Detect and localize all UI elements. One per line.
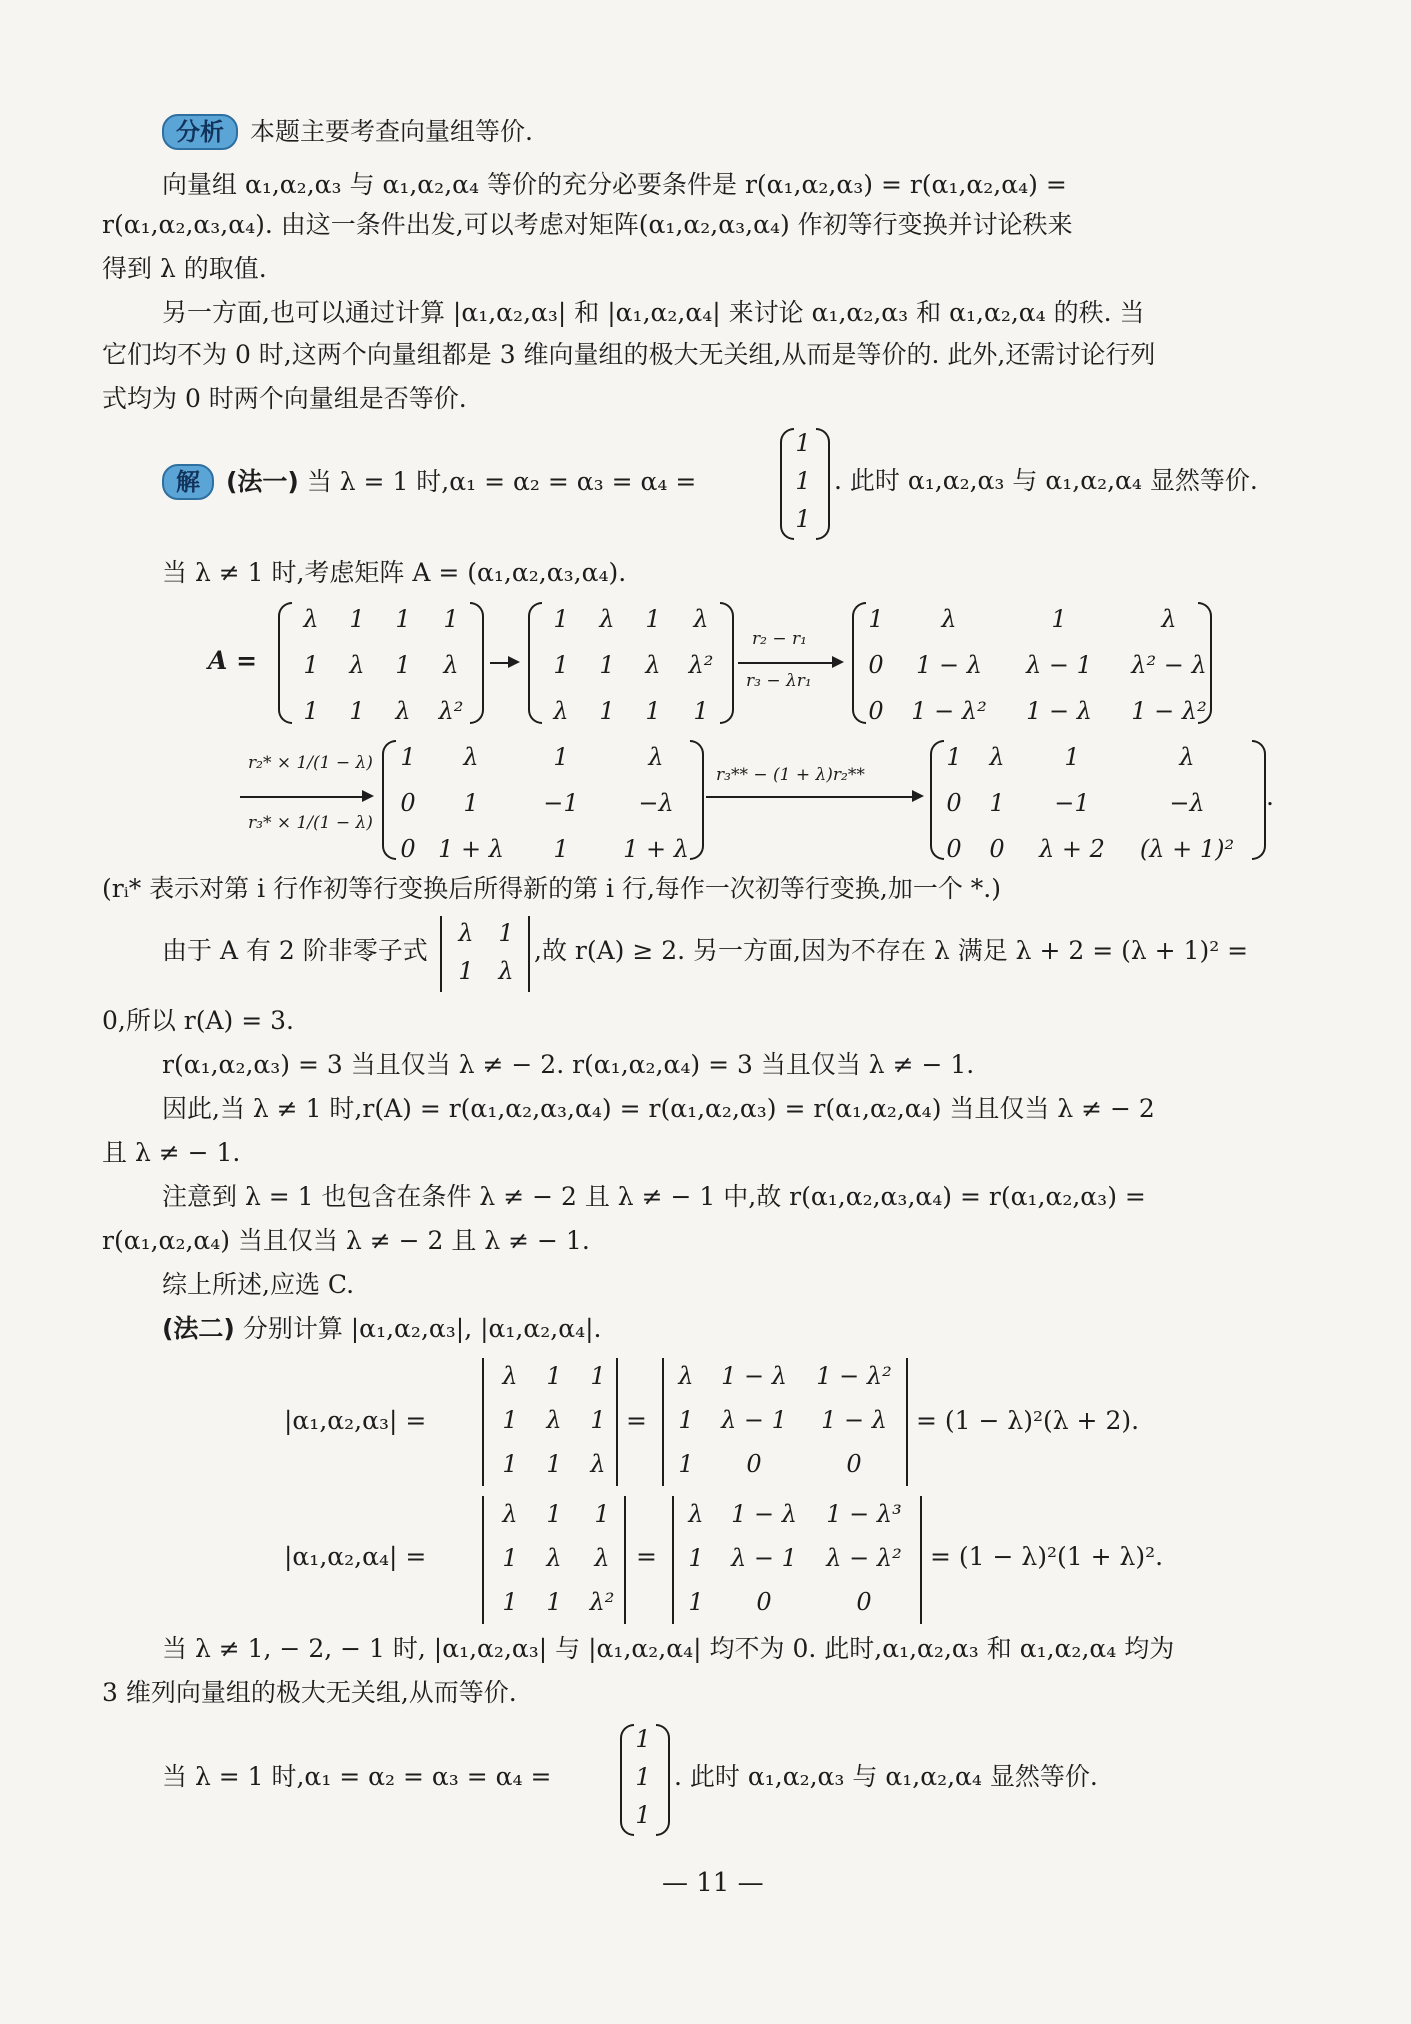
arrow-1 xyxy=(490,662,510,664)
matrix-A-label: A = xyxy=(208,646,258,675)
matrix-entry: 1 xyxy=(599,651,615,679)
method2-heading xyxy=(162,1312,602,1346)
det2-result: = (1 − λ)²(1 + λ)². xyxy=(930,1542,1164,1571)
det1b-right-bar xyxy=(906,1358,908,1486)
matrix-entry: 1 xyxy=(693,697,709,725)
matrix-entry: 1 xyxy=(502,1450,518,1478)
matrix-entry: 1 xyxy=(599,697,615,725)
det2-eq: = xyxy=(636,1542,657,1571)
matrix-entry: 1 xyxy=(946,743,962,771)
matrix-entry: λ + 2 xyxy=(1039,835,1105,863)
matrix-entry: 1 xyxy=(546,1362,562,1390)
det1-matrix-b xyxy=(668,1354,904,1486)
matrix-entry: 1 − λ xyxy=(731,1500,797,1528)
matrix-entry: λ xyxy=(645,651,661,679)
matrix-entry: 1 xyxy=(502,1588,518,1616)
matrix-entry: 1 xyxy=(553,605,569,633)
matrix-entry: 1 xyxy=(349,697,365,725)
arrow-2-head xyxy=(832,656,844,668)
matrix-entry: 1 + λ xyxy=(438,835,504,863)
analysis-line-6: 它们均不为 0 时,这两个向量组都是 3 维向量组的极大无关组,从而是等价的. 此外,还需讨论行列 xyxy=(102,340,1156,369)
m1-line-3a: 由于 A 有 2 阶非零子式 xyxy=(162,936,428,965)
matD-right-paren xyxy=(690,740,704,860)
vec2-right-paren xyxy=(656,1724,670,1836)
minor-right-bar xyxy=(528,916,530,992)
det2-matrix-b xyxy=(678,1492,914,1624)
matrix-D xyxy=(390,734,706,872)
matrix-entry: λ xyxy=(688,1500,704,1528)
m2-line-2: 当 λ ≠ 1, − 2, − 1 时, |α₁,α₂,α₃| 与 |α₁,α₂,α₄| 均不为 0. 此时,α₁,α₂,α₃ 和 α₁,α₂,α₄ 均为 xyxy=(162,1634,1175,1663)
arrow-3 xyxy=(240,796,364,798)
m1-line-1b: . 此时 α₁,α₂,α₃ 与 α₁,α₂,α₄ 显然等价. xyxy=(834,466,1258,495)
det2-label: |α₁,α₂,α₄| = xyxy=(284,1542,427,1571)
vec2-entry: 1 xyxy=(635,1763,651,1791)
matrix-entry: 1 − λ² xyxy=(816,1362,892,1390)
m1-line-3b: ,故 r(A) ≥ 2. 另一方面,因为不存在 λ 满足 λ + 2 = (λ + 1)² = xyxy=(534,936,1249,965)
matrix-entry: 1 xyxy=(553,651,569,679)
op1-top: r₂ − r₁ xyxy=(752,629,807,649)
matrix-entry: 1 xyxy=(395,651,411,679)
matrix-entry: 1 xyxy=(546,1450,562,1478)
matrix-entry: 1 xyxy=(400,743,416,771)
minor-2x2 xyxy=(446,914,526,990)
arrow-1-head xyxy=(508,656,520,668)
matrix-entry: λ xyxy=(594,1544,610,1572)
det1a-right-bar xyxy=(616,1358,618,1486)
m1-line-2: 当 λ ≠ 1 时,考虑矩阵 A = (α₁,α₂,α₃,α₄). xyxy=(162,558,627,587)
op2-top: r₂* × 1/(1 − λ) xyxy=(248,753,373,773)
arrow-2 xyxy=(738,662,834,664)
matrix-entry: 0 xyxy=(400,835,416,863)
matrix-entry: 1 xyxy=(989,789,1005,817)
vec1-entry: 1 xyxy=(795,467,811,495)
matrix-entry: 1 xyxy=(1064,743,1080,771)
matrix-entry: 1 xyxy=(688,1544,704,1572)
m2-line-1: 分别计算 |α₁,α₂,α₃|, |α₁,α₂,α₄|. xyxy=(242,1314,602,1343)
matrix-C xyxy=(858,596,1224,734)
matrix-entry: λ xyxy=(546,1406,562,1434)
matrix-entry: λ xyxy=(502,1362,518,1390)
matrix-entry: 1 xyxy=(546,1500,562,1528)
m2-line-3: 3 维列向量组的极大无关组,从而等价. xyxy=(102,1678,517,1707)
matrix-entry: λ xyxy=(590,1450,606,1478)
matrix-entry: 1 − λ xyxy=(916,651,982,679)
matrix-entry: λ − λ² xyxy=(826,1544,902,1572)
vec1-entry: 1 xyxy=(795,505,811,533)
matrix-entry: −1 xyxy=(1054,789,1090,817)
analysis-line-7: 式均为 0 时两个向量组是否等价. xyxy=(102,384,467,413)
m1-line-10: 综上所述,应选 C. xyxy=(162,1270,355,1299)
analysis-line-3: r(α₁,α₂,α₃,α₄). 由这一条件出发,可以考虑对矩阵(α₁,α₂,α₃,α₄) 作初等行变换并讨论秩来 xyxy=(102,210,1073,239)
m1-line-6: 因此,当 λ ≠ 1 时,r(A) = r(α₁,α₂,α₃,α₄) = r(α₁,α₂,α₃) = r(α₁,α₂,α₄) 当且仅当 λ ≠ − 2 xyxy=(162,1094,1155,1123)
analysis-badge: 分析 xyxy=(162,114,238,150)
matrix-entry: 1 xyxy=(590,1362,606,1390)
matrix-entry: λ xyxy=(1179,743,1195,771)
matrix-entry: 0 xyxy=(400,789,416,817)
matrix-entry: λ xyxy=(443,651,459,679)
matrix-entry: λ − 1 xyxy=(1026,651,1092,679)
det2a-left-bar xyxy=(482,1496,484,1624)
matrix-entry: λ xyxy=(502,1500,518,1528)
solution-badge: 解 xyxy=(162,464,214,500)
matrix-B xyxy=(538,596,726,734)
minor-entry: 1 xyxy=(458,957,474,985)
matrix-entry: λ xyxy=(599,605,615,633)
analysis-line-4: 得到 λ 的取值. xyxy=(102,254,267,283)
op3-label: r₃** − (1 + λ)r₂** xyxy=(716,765,865,785)
matrix-E xyxy=(936,734,1252,872)
m2-line-4a: 当 λ = 1 时,α₁ = α₂ = α₃ = α₄ = xyxy=(162,1762,552,1791)
matrix-entry: λ xyxy=(546,1544,562,1572)
matrix-entry: 1 xyxy=(395,605,411,633)
matrix-entry: λ xyxy=(349,651,365,679)
matrix-entry: 1 xyxy=(1051,605,1067,633)
vec2-entry: 1 xyxy=(635,1725,651,1753)
analysis-line-1: 本题主要考查向量组等价. xyxy=(250,117,533,146)
minor-entry: λ xyxy=(498,957,514,985)
matrix-entry: 1 xyxy=(502,1406,518,1434)
det2b-left-bar xyxy=(672,1496,674,1624)
matrix-entry: 1 xyxy=(678,1406,694,1434)
matrix-entry: λ − 1 xyxy=(721,1406,787,1434)
matrix-entry: 0 xyxy=(946,835,962,863)
matrix-entry: 0 xyxy=(868,697,884,725)
page-number: — 11 — xyxy=(662,1868,764,1898)
m2-line-4b: . 此时 α₁,α₂,α₃ 与 α₁,α₂,α₄ 显然等价. xyxy=(674,1762,1098,1791)
matrix-entry: λ xyxy=(648,743,664,771)
matrix-entry: (λ + 1)² xyxy=(1139,835,1235,863)
method2-label: (法二) xyxy=(162,1314,235,1343)
matrix-period: . xyxy=(1266,782,1274,811)
matrix-entry: λ xyxy=(463,743,479,771)
arrow-4 xyxy=(706,796,914,798)
matrix-entry: λ xyxy=(989,743,1005,771)
minor-entry: λ xyxy=(458,919,474,947)
matrix-entry: λ² xyxy=(589,1588,615,1616)
matrix-entry: λ xyxy=(553,697,569,725)
vector-ones-1 xyxy=(790,424,816,538)
matrix-entry: 1 xyxy=(553,743,569,771)
op1-bottom: r₃ − λr₁ xyxy=(746,671,812,691)
analysis-line-2: 向量组 α₁,α₂,α₃ 与 α₁,α₂,α₄ 等价的充分必要条件是 r(α₁,α₂,α₃) = r(α₁,α₂,α₄) = xyxy=(162,170,1067,199)
matrix-entry: λ xyxy=(693,605,709,633)
det1a-left-bar xyxy=(482,1358,484,1486)
m1-line-7: 且 λ ≠ − 1. xyxy=(102,1138,241,1167)
matrix-entry: 1 xyxy=(645,605,661,633)
matrix-entry: 1 xyxy=(868,605,884,633)
matB-right-paren xyxy=(720,602,734,724)
vector-ones-2 xyxy=(630,1720,656,1834)
m1-line-9: r(α₁,α₂,α₄) 当且仅当 λ ≠ − 2 且 λ ≠ − 1. xyxy=(102,1226,590,1255)
matrix-entry: 1 xyxy=(546,1588,562,1616)
matrix-entry: 0 xyxy=(756,1588,772,1616)
m1-line-5: r(α₁,α₂,α₃) = 3 当且仅当 λ ≠ − 2. r(α₁,α₂,α₄) = 3 当且仅当 λ ≠ − 1. xyxy=(162,1050,975,1079)
matrix-entry: 1 + λ xyxy=(623,835,689,863)
minor-left-bar xyxy=(440,916,442,992)
det1-matrix-a xyxy=(488,1354,620,1486)
m1-line-8: 注意到 λ = 1 也包含在条件 λ ≠ − 2 且 λ ≠ − 1 中,故 r(α₁,α₂,α₃,α₄) = r(α₁,α₂,α₃) = xyxy=(162,1182,1146,1211)
matrix-entry: −λ xyxy=(1169,789,1205,817)
matrix-entry: 1 xyxy=(553,835,569,863)
minor-entry: 1 xyxy=(498,919,514,947)
det1b-left-bar xyxy=(662,1358,664,1486)
matrix-entry: 1 − λ² xyxy=(1131,697,1207,725)
det2a-right-bar xyxy=(624,1496,626,1624)
vec1-entry: 1 xyxy=(795,429,811,457)
matrix-entry: 1 xyxy=(502,1544,518,1572)
note-line: (rᵢ* 表示对第 i 行作初等行变换后所得新的第 i 行,每作一次初等行变换,加一个 *.) xyxy=(102,874,1002,903)
matrix-entry: 0 xyxy=(846,1450,862,1478)
matrix-entry: λ xyxy=(1161,605,1177,633)
det2b-right-bar xyxy=(920,1496,922,1624)
vec2-entry: 1 xyxy=(635,1801,651,1829)
matrix-entry: 1 − λ xyxy=(721,1362,787,1390)
matE-right-paren xyxy=(1252,740,1266,860)
matrix-entry: λ − 1 xyxy=(731,1544,797,1572)
det1-eq: = xyxy=(626,1406,647,1435)
matrix-entry: 1 − λ xyxy=(1026,697,1092,725)
matrix-entry: −1 xyxy=(543,789,579,817)
matrix-entry: λ xyxy=(941,605,957,633)
solution-heading xyxy=(162,464,696,500)
matrix-entry: 1 − λ³ xyxy=(826,1500,902,1528)
matrix-entry: λ xyxy=(395,697,411,725)
matrix-entry: 0 xyxy=(946,789,962,817)
analysis-heading xyxy=(162,114,533,150)
matrix-entry: 1 − λ xyxy=(821,1406,887,1434)
matrix-entry: −λ xyxy=(638,789,674,817)
method1-label: (法一) xyxy=(226,467,299,496)
m1-line-1a: 当 λ = 1 时,α₁ = α₂ = α₃ = α₄ = xyxy=(306,467,697,496)
analysis-line-5: 另一方面,也可以通过计算 |α₁,α₂,α₃| 和 |α₁,α₂,α₄| 来讨论 α₁,α₂,α₃ 和 α₁,α₂,α₄ 的秩. 当 xyxy=(162,298,1145,327)
matrix-entry: 0 xyxy=(856,1588,872,1616)
arrow-3-head xyxy=(362,790,374,802)
matrix-entry: λ xyxy=(303,605,319,633)
det2-matrix-a xyxy=(488,1492,628,1624)
matrix-entry: 0 xyxy=(868,651,884,679)
matrix-A xyxy=(288,596,476,734)
op2-bottom: r₃* × 1/(1 − λ) xyxy=(248,813,373,833)
matrix-entry: 1 xyxy=(590,1406,606,1434)
matrix-entry: 1 xyxy=(594,1500,610,1528)
det1-label: |α₁,α₂,α₃| = xyxy=(284,1406,427,1435)
matrix-entry: 0 xyxy=(989,835,1005,863)
matrix-entry: 1 xyxy=(443,605,459,633)
matrix-entry: λ² − λ xyxy=(1131,651,1207,679)
m1-line-4: 0,所以 r(A) = 3. xyxy=(102,1006,295,1035)
matrix-entry: 1 xyxy=(645,697,661,725)
matrix-entry: λ² xyxy=(438,697,464,725)
matrix-entry: 1 xyxy=(303,651,319,679)
matrix-entry: 1 xyxy=(303,697,319,725)
matrix-entry: λ xyxy=(678,1362,694,1390)
matC-right-paren xyxy=(1198,602,1212,724)
matrix-entry: λ² xyxy=(688,651,714,679)
vec1-right-paren xyxy=(816,428,830,540)
matA-right-paren xyxy=(470,602,484,724)
matrix-entry: 1 xyxy=(463,789,479,817)
matrix-entry: 1 xyxy=(678,1450,694,1478)
matrix-entry: 1 − λ² xyxy=(911,697,987,725)
det1-result: = (1 − λ)²(λ + 2). xyxy=(916,1406,1140,1435)
matrix-entry: 1 xyxy=(688,1588,704,1616)
matrix-entry: 1 xyxy=(349,605,365,633)
matrix-entry: 0 xyxy=(746,1450,762,1478)
arrow-4-head xyxy=(912,790,924,802)
